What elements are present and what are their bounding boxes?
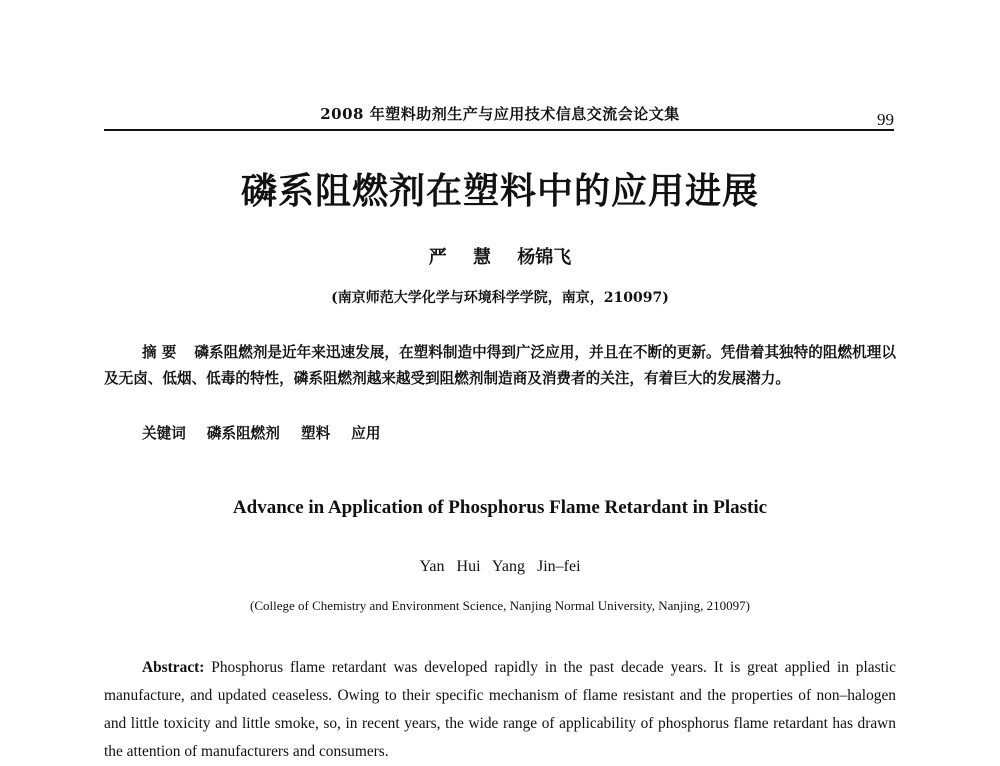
- keyword: 塑料: [300, 425, 331, 442]
- keywords-label: 关键词: [142, 425, 186, 442]
- paper-title-cn: 磷系阻燃剂在塑料中的应用进展: [240, 170, 759, 212]
- abstract-cn-label: 摘 要: [142, 344, 177, 361]
- keyword: 应用: [351, 425, 381, 442]
- paper-title-en: Advance in Application of Phosphorus Flame Retardant in Plastic: [232, 497, 768, 518]
- journal-title: 2008 年塑料助剂生产与应用技术信息交流会论文集: [320, 105, 680, 123]
- keyword: 磷系阻燃剂: [206, 425, 280, 442]
- abstract-en-label: Abstract:: [142, 659, 205, 676]
- keywords-cn: [142, 422, 396, 443]
- abstract-cn: [104, 340, 896, 392]
- abstract-en: [104, 654, 896, 766]
- abstract-cn-text: 磷系阻燃剂是近年来迅速发展，在塑料制造中得到广泛应用，并且在不断的更新。凭借着其独特的阻燃机理以及无卤、低烟、低毒的特性，磷系阻燃剂越来越受到阻燃剂制造商及消费者的关注，有着巨大的发展潜力。: [104, 344, 896, 387]
- affiliation-en: (College of Chemistry and Environment Science, Nanjing Normal University, Nanjing, 210097): [250, 598, 750, 613]
- affiliation-cn: (南京师范大学化学与环境科学学院，南京，210097): [331, 290, 669, 306]
- authors-cn: 严 慧 杨锦飞: [428, 247, 572, 268]
- abstract-en-text: Phosphorus flame retardant was developed rapidly in the past decade years. It is great applied in plastic manufacture, and updated ceaseless. Owing to their specific mechanism of flame resistant and the properties of non–halogen and little toxicity and little smoke, so, in recent years, the wide range of applicability of phosphorus flame retardant has drawn the attention of manufacturers and consumers.: [104, 659, 896, 760]
- header-rule: [104, 129, 894, 131]
- authors-en: Yan Hui Yang Jin–fei: [419, 558, 581, 575]
- page-number: 99: [877, 110, 894, 129]
